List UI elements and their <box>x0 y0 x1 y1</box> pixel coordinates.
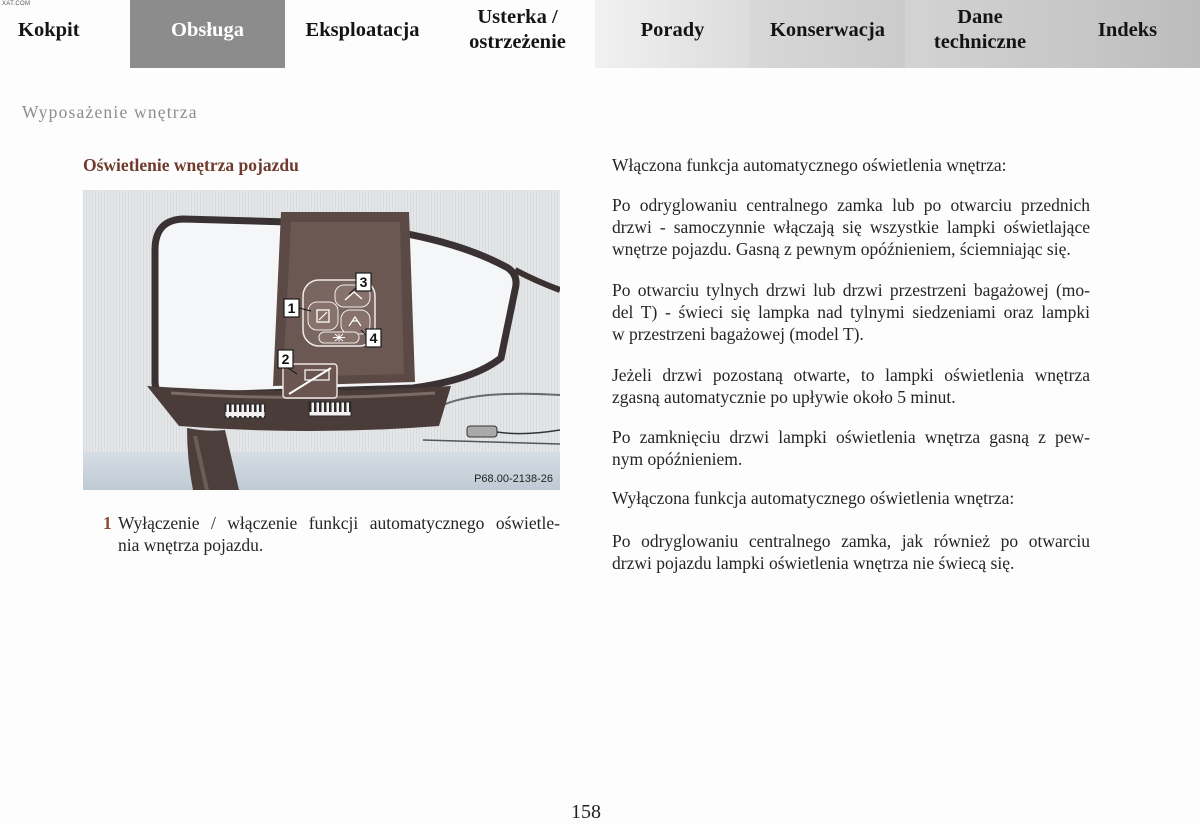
tab-usterka-ostrzezenie <box>440 0 595 68</box>
interior-lighting-illustration <box>83 190 560 490</box>
tab-label-line-2: techniczne <box>933 31 1027 53</box>
text-line: drzwi pojazdu lampki oświetlenia wnętrza nie świecą się. <box>612 553 1015 573</box>
tab-dane-techniczne <box>905 0 1055 68</box>
tab-eksploatacja <box>285 0 440 68</box>
paragraph <box>612 426 1090 470</box>
text-line: wnętrze pojazdu. Gasną z pewnym opóźnieniem, ściemniając się. <box>612 239 1071 259</box>
page-number: 158 <box>571 801 601 823</box>
text-line: Włączona funkcja automatycznego oświetlenia wnętrza: <box>612 155 1007 175</box>
auto-lighting-off-heading <box>612 487 1090 509</box>
callout-number: 4 <box>369 330 378 346</box>
text-line: nym opóźnieniem. <box>612 449 743 469</box>
text-line: zgasną automatycznie po upływie około 5 minut. <box>612 387 956 407</box>
tab-obsluga-active <box>130 0 285 68</box>
tab-label: Obsługa <box>171 18 244 41</box>
figure-code: P68.00-2138-26 <box>474 473 553 485</box>
paragraph <box>612 364 1090 408</box>
text-line: drzwi - samoczynnie włączają się wszystkie lampki oświetlające <box>612 217 1090 237</box>
text-line: Po zamknięciu drzwi lampki oświetlenia wnętrza gasną z pew- <box>612 427 1090 447</box>
tab-konserwacja <box>750 0 905 68</box>
section-tab-bar <box>0 0 1200 68</box>
watermark-text: XAT.COM <box>2 1 31 7</box>
tab-kokpit <box>0 0 130 68</box>
callout-number: 2 <box>281 351 290 367</box>
tab-label: Indeks <box>1097 18 1158 41</box>
legend-text <box>118 512 560 556</box>
text-line: Po otwarciu tylnych drzwi lub drzwi przestrzeni bagażowej (mo- <box>612 280 1090 300</box>
sensor-module <box>467 426 497 437</box>
text-line: Wyłączenie / włączenie funkcji automatycznego oświetle- <box>118 513 560 533</box>
paragraph <box>612 279 1090 345</box>
rocker-switch <box>283 364 337 398</box>
text-line: Jeżeli drzwi pozostaną otwarte, to lampki oświetlenia wnętrza <box>612 365 1090 385</box>
text-line: del T) - świeci się lampka nad tylnymi siedzeniami oraz lampki <box>612 302 1090 322</box>
callout-number: 3 <box>359 274 368 290</box>
text-line: Po odryglowaniu centralnego zamka lub po otwarciu przednich <box>612 195 1090 215</box>
vent-grille-left <box>225 404 265 418</box>
text-line: Wyłączona funkcja automatycznego oświetlenia wnętrza: <box>612 488 1015 508</box>
text-line: Po odryglowaniu centralnego zamka, jak również po otwarciu <box>612 531 1090 551</box>
tab-label-line-1: Usterka / <box>477 6 558 28</box>
tab-label: Kokpit <box>18 18 80 41</box>
paragraph <box>612 530 1090 574</box>
tab-label-line-2: ostrzeżenie <box>469 31 566 53</box>
vent-grille-right <box>309 402 351 416</box>
paragraph <box>612 194 1090 260</box>
tab-label: Porady <box>640 18 705 41</box>
tab-label: Eksploatacja <box>305 18 420 41</box>
tab-label: Konserwacja <box>769 18 885 41</box>
tab-porady <box>595 0 750 68</box>
section-header: Wyposażenie wnętrza <box>22 102 198 122</box>
tab-label-line-1: Dane <box>957 6 1003 28</box>
text-line: w przestrzeni bagażowej (model T). <box>612 324 864 344</box>
auto-lighting-on-heading <box>612 154 1090 176</box>
legend-number: 1 <box>103 513 112 533</box>
tab-indeks <box>1055 0 1200 68</box>
text-line: nia wnętrza pojazdu. <box>118 535 264 555</box>
callout-number: 1 <box>287 300 296 316</box>
left-heading: Oświetlenie wnętrza pojazdu <box>83 155 299 175</box>
